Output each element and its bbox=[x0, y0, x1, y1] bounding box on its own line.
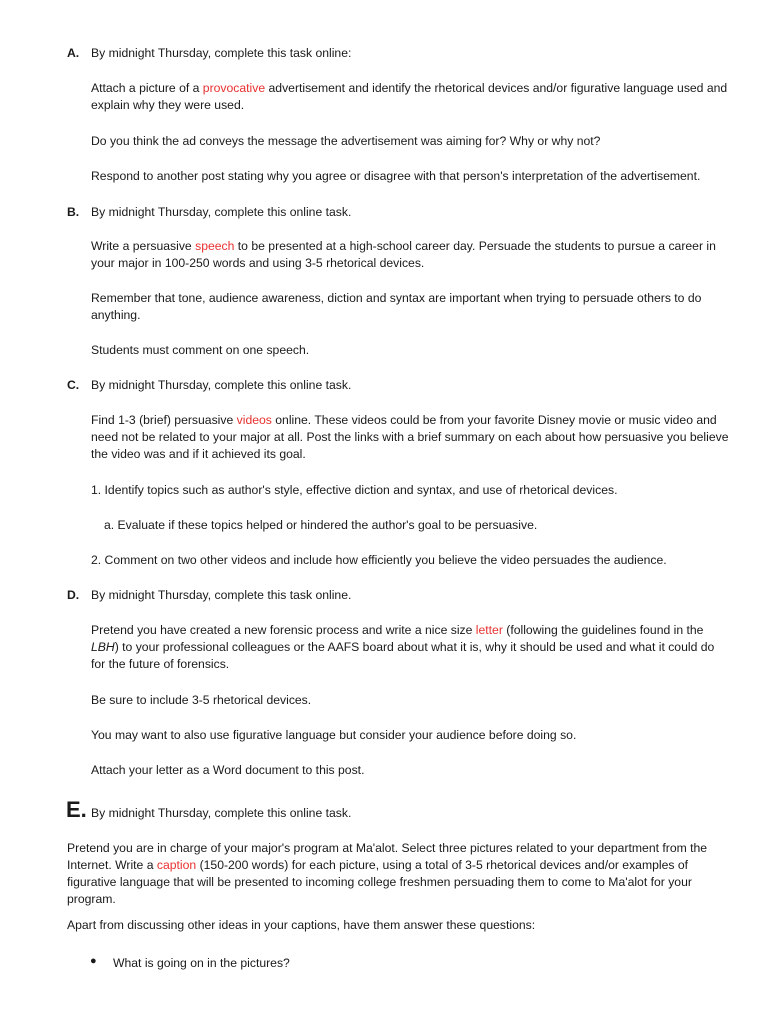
lbh-title: LBH bbox=[91, 640, 115, 654]
section-b-paragraph-2: Remember that tone, audience awareness, diction and syntax are important when trying to persuade others to do anything. bbox=[91, 291, 702, 322]
section-d-paragraph-1: Pretend you have created a new forensic process and write a nice size letter (following the guidelines found in the LBH) to your professional colleagues or the AAFS board about what it is, why it should be used and what it could do for the future of forensics. bbox=[91, 623, 715, 671]
section-a-letter: A. bbox=[67, 46, 80, 60]
section-b-heading: By midnight Thursday, complete this online task. bbox=[91, 205, 352, 219]
section-d-paragraph-2: Be sure to include 3-5 rhetorical devices. bbox=[91, 693, 312, 707]
section-c-heading: By midnight Thursday, complete this online task. bbox=[91, 378, 352, 392]
section-b-paragraph-1: Write a persuasive speech to be presented at a high-school career day. Persuade the students to pursue a career in your major in 100-250 words and using 3-5 rhetorical devices. bbox=[91, 239, 716, 270]
section-c-item-1a: a. Evaluate if these topics helped or hindered the author's goal to be persuasive. bbox=[104, 518, 538, 532]
bullet-item: What is going on in the pictures? bbox=[113, 956, 290, 970]
section-b-letter: B. bbox=[67, 205, 80, 219]
section-e-paragraph-2: Apart from discussing other ideas in your captions, have them answer these questions: bbox=[67, 918, 536, 932]
provocative-link[interactable]: provocative bbox=[202, 81, 266, 95]
section-a-paragraph-2: Do you think the ad conveys the message the advertisement was aiming for? Why or why not? bbox=[91, 134, 601, 148]
section-a-paragraph-3: Respond to another post stating why you agree or disagree with that person's interpretation of the advertisement. bbox=[91, 169, 701, 183]
section-d-letter: D. bbox=[67, 588, 80, 602]
section-d-paragraph-3: You may want to also use figurative language but consider your audience before doing so. bbox=[91, 728, 577, 742]
section-c-letter: C. bbox=[67, 378, 80, 392]
videos-link[interactable]: videos bbox=[236, 413, 272, 427]
section-c-item-1: 1. Identify topics such as author's style, effective diction and syntax, and use of rhetorical devices. bbox=[91, 483, 618, 497]
caption-link[interactable]: caption bbox=[156, 858, 197, 872]
section-c-paragraph-1: Find 1-3 (brief) persuasive videos online. These videos could be from your favorite Disney movie or music video and need not be related to your major at all. Post the links with a brief summary on each about how persuasive you believe the video was and if it achieved its goal. bbox=[91, 413, 729, 461]
speech-link[interactable]: speech bbox=[195, 239, 235, 253]
section-c-item-2: 2. Comment on two other videos and include how efficiently you believe the video persuades the audience. bbox=[91, 553, 667, 567]
section-e-heading: By midnight Thursday, complete this online task. bbox=[91, 806, 352, 820]
bullet-dot-icon: ● bbox=[90, 955, 97, 967]
section-e-letter: E. bbox=[66, 797, 87, 822]
section-e-paragraph-1: Pretend you are in charge of your major's program at Ma'alot. Select three pictures related to your department from the Internet. Write a caption (150-200 words) for each picture, using a total of 3-5 rhetorical devices and/or examples of figurative language that will be presented to incoming college freshmen persuading them to come to Ma'alot for your program. bbox=[67, 841, 708, 906]
letter-link[interactable]: letter bbox=[475, 623, 503, 637]
section-b-paragraph-3: Students must comment on one speech. bbox=[91, 343, 310, 357]
section-a-paragraph-1: Attach a picture of a provocative advertisement and identify the rhetorical devices and/or figurative language used and explain why they were used. bbox=[91, 81, 728, 112]
section-d-heading: By midnight Thursday, complete this task online. bbox=[91, 588, 352, 602]
section-d-paragraph-4: Attach your letter as a Word document to this post. bbox=[91, 763, 365, 777]
section-a-heading: By midnight Thursday, complete this task online: bbox=[91, 46, 352, 60]
